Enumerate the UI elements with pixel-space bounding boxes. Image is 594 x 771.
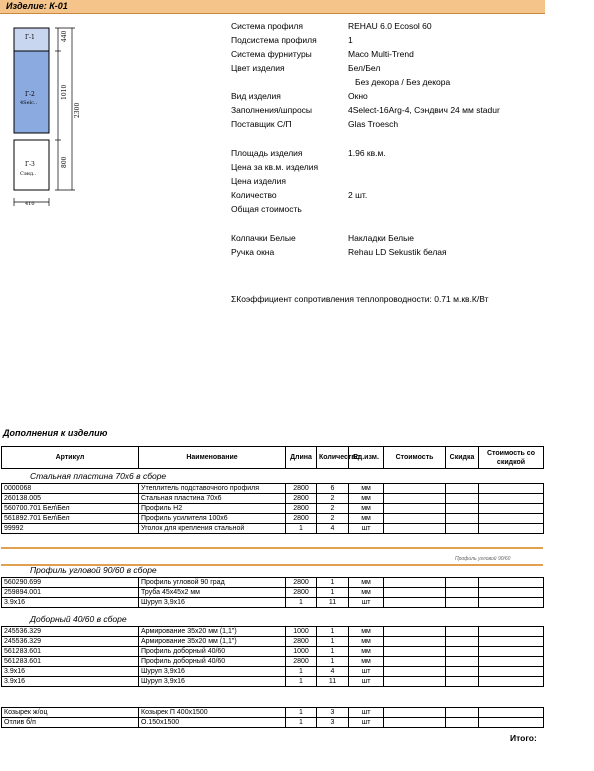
table-cell [479,598,544,608]
table-cell: Отлив б/п [2,718,139,728]
table-cell: Труба 45х45х2 мм [139,588,286,598]
table-cell: 2 [317,494,349,504]
table-cell [384,514,446,524]
table-cell [479,578,544,588]
table-cell: мм [349,514,384,524]
table-cell: О.150х1500 [139,718,286,728]
table-cell [446,494,479,504]
table-cell: 11 [317,677,349,687]
table-cell: 1000 [286,627,317,637]
table-cell [384,667,446,677]
window-drawing [0,18,100,213]
table-cell [479,677,544,687]
table-cell: 11 [317,598,349,608]
table-cell [446,627,479,637]
table-cell: 2800 [286,657,317,667]
table-cell [384,718,446,728]
table-cell: 3 [317,708,349,718]
group-title: Стальная пластина 70х6 в сборе [30,471,167,481]
table-cell [446,667,479,677]
table-cell: мм [349,588,384,598]
table-cell: 561283.601 [2,647,139,657]
table-cell [446,514,479,524]
table-cell: 1 [317,588,349,598]
table-cell: 2 [317,514,349,524]
table-cell: Армирование 35х20 мм (1,1") [139,627,286,637]
table-cell [479,514,544,524]
table-cell: мм [349,494,384,504]
table-cell [446,708,479,718]
table-row [2,588,544,598]
prop-label: Система фурнитуры [231,49,312,59]
prop-value: Glas Troesch [348,119,399,129]
table-row [2,657,544,667]
prop-value: 1.96 кв.м. [348,148,386,158]
table-cell [479,504,544,514]
prop-label: Площадь изделия [231,148,303,158]
table-row [2,514,544,524]
table-cell: Шуруп 3,9х16 [139,598,286,608]
prop-label: Вид изделия [231,91,281,101]
pane-bottom-sub: Сэнд.. [20,171,37,177]
table-cell: 560290.699 [2,578,139,588]
table-cell: 2800 [286,494,317,504]
table-cell [384,708,446,718]
page-title: Изделие: К-01 [6,1,68,11]
pane-middle-label: Г-2 [25,91,35,98]
table-cell: Шуруп 3,9х16 [139,677,286,687]
table-cell [384,494,446,504]
prop-label: Общая стоимость [231,204,302,214]
prop-label: Цвет изделия [231,63,285,73]
table-cell [446,718,479,728]
prop-value: Без декора / Без декора [355,77,451,87]
table-cell [446,484,479,494]
table-cell: мм [349,637,384,647]
prop-label: Цена за кв.м. изделия [231,162,319,172]
table-cell [384,524,446,534]
thermal-coefficient: ΣКоэффициент сопротивления теплопроводности: 0.71 м.кв.К/Вт [231,294,489,304]
prop-label: Заполнения/шпросы [231,105,313,115]
table-row [2,667,544,677]
table-cell: 1 [317,637,349,647]
total-label: Итого: [510,733,537,743]
table-row [2,578,544,588]
table-cell [446,657,479,667]
table-cell: 1 [286,718,317,728]
table-cell: 1 [286,598,317,608]
table-cell [446,588,479,598]
table-cell: Профиль доборный 40/60 [139,657,286,667]
table-row [2,637,544,647]
table-cell: 561892.701 Бел\Бел [2,514,139,524]
table-cell: 6 [317,484,349,494]
table-cell: шт [349,718,384,728]
col-header: Длина [286,447,317,469]
table-cell [384,657,446,667]
pane-middle-sub: 4Selc.. [20,100,38,106]
table-cell: 1 [317,657,349,667]
table-cell [479,484,544,494]
table-cell: 3.9х16 [2,677,139,687]
table-cell: 1 [286,667,317,677]
table-cell: мм [349,647,384,657]
prop-value: Накладки Белые [348,233,414,243]
prop-label: Поставщик С/П [231,119,292,129]
table-cell: шт [349,677,384,687]
dim-total: 2300 [74,102,81,118]
prop-value: Rehau LD Sekustik белая [348,247,447,257]
table-row [2,504,544,514]
table-row [2,494,544,504]
table-cell: 259894.001 [2,588,139,598]
col-header: Скидка [446,447,479,469]
table-cell [384,588,446,598]
table-row [2,627,544,637]
table-cell: Шуруп 3,9х16 [139,667,286,677]
table-cell [479,494,544,504]
prop-label: Ручка окна [231,247,275,257]
prop-value: 4Select-16Arg-4, Сэндвич 24 мм stadur [348,105,500,115]
table-row [2,718,544,728]
table-cell: мм [349,627,384,637]
prop-value: REHAU 6.0 Ecosol 60 [348,21,432,31]
dim-width: 410 [25,201,35,207]
table-row [2,524,544,534]
table-row [2,677,544,687]
table-cell [446,647,479,657]
table-cell: 2800 [286,578,317,588]
table-cell [479,637,544,647]
table-cell: 1 [317,578,349,588]
table-cell: мм [349,504,384,514]
table-cell: мм [349,657,384,667]
col-header: Стоимость со скидкой [479,447,544,469]
header-bar [0,0,545,14]
separator [1,547,543,549]
table-cell: 561283.601 [2,657,139,667]
table-cell: 245536.329 [2,637,139,647]
table-cell: 1000 [286,647,317,657]
pane-top-label: Г-1 [25,34,35,41]
col-header: Артикул [2,447,139,469]
table-cell [479,524,544,534]
group-table-3 [1,626,544,687]
table-cell: Профиль усилителя 100х6 [139,514,286,524]
table-cell: шт [349,708,384,718]
table-cell: 3.9х16 [2,667,139,677]
table-cell [384,484,446,494]
table-cell: 2800 [286,588,317,598]
table-cell [384,504,446,514]
table-cell: 560700.701 Бел\Бел [2,504,139,514]
table-row [2,708,544,718]
table-cell: Профиль Н2 [139,504,286,514]
group-table-1 [1,483,544,534]
table-cell: 99992 [2,524,139,534]
table-cell: 1 [286,677,317,687]
table-cell: мм [349,578,384,588]
table-cell: 4 [317,667,349,677]
table-cell [446,578,479,588]
table-cell [384,637,446,647]
prop-label: Система профиля [231,21,303,31]
table-cell: 1 [317,627,349,637]
prop-value: 2 шт. [348,190,368,200]
table-row [2,598,544,608]
table-cell: Козырек П 400х1500 [139,708,286,718]
table-cell: Утеплитель подставочного профиля [139,484,286,494]
table-row [2,647,544,657]
prop-value: Maco Multi-Trend [348,49,414,59]
col-header: Количество [317,447,349,469]
group-title: Доборный 40/60 в сборе [30,614,127,624]
table-cell [479,627,544,637]
table-cell: шт [349,524,384,534]
table-cell: 2 [317,504,349,514]
prop-value: Бел/Бел [348,63,381,73]
table-cell [479,667,544,677]
table-cell [446,677,479,687]
prop-value: 1 [348,35,353,45]
table-cell: 2800 [286,504,317,514]
table-cell: шт [349,667,384,677]
table-cell: 245536.329 [2,627,139,637]
table-cell: шт [349,598,384,608]
table-cell: Армирование 35х20 мм (1,1") [139,637,286,647]
table-cell: 1 [286,524,317,534]
dim-middle: 1010 [61,84,68,100]
table-cell: 2800 [286,514,317,524]
table-cell: 3 [317,718,349,728]
table-cell: 4 [317,524,349,534]
prop-label: Количество [231,190,277,200]
table-cell [479,708,544,718]
col-header: Ед.изм. [349,447,384,469]
prop-value: Окно [348,91,368,101]
table-cell [384,647,446,657]
additions-table-1 [1,446,544,469]
table-cell [479,588,544,598]
section-title: Дополнения к изделию [3,428,108,438]
group-table-4 [1,707,544,728]
group-title: Профиль угловой 90/60 в сборе [30,565,157,575]
table-cell: 1 [286,708,317,718]
table-cell [384,627,446,637]
table-cell: Профиль доборный 40/60 [139,647,286,657]
table-cell [479,657,544,667]
table-cell: мм [349,484,384,494]
table-cell: 3.9х16 [2,598,139,608]
table-cell [446,637,479,647]
table-cell [446,504,479,514]
table-cell: Уголок для крепления стальной [139,524,286,534]
table-cell [384,598,446,608]
prop-label: Цена изделия [231,176,286,186]
table-cell: 2800 [286,637,317,647]
table-cell: 0000068 [2,484,139,494]
group-table-2 [1,577,544,608]
table-cell: 260138.005 [2,494,139,504]
table-cell [479,647,544,657]
dim-top: 440 [61,30,68,42]
table-row [2,484,544,494]
table-cell [479,718,544,728]
faint-caption: Профиль угловой 90/60 [455,556,511,562]
prop-label: Колпачки Белые [231,233,296,243]
table-cell: Козырек ж/оц [2,708,139,718]
table-cell: Профиль угловой 90 град [139,578,286,588]
table-cell: 1 [317,647,349,657]
table-cell: Стальная пластина 70х6 [139,494,286,504]
pane-bottom-label: Г-3 [25,161,35,168]
table-cell: 2800 [286,484,317,494]
dim-bottom: 800 [61,156,68,168]
col-header: Наименование [139,447,286,469]
table-cell [384,677,446,687]
col-header: Стоимость [384,447,446,469]
prop-label: Подсистема профиля [231,35,317,45]
table-cell [384,578,446,588]
table-cell [446,598,479,608]
table-cell [446,524,479,534]
